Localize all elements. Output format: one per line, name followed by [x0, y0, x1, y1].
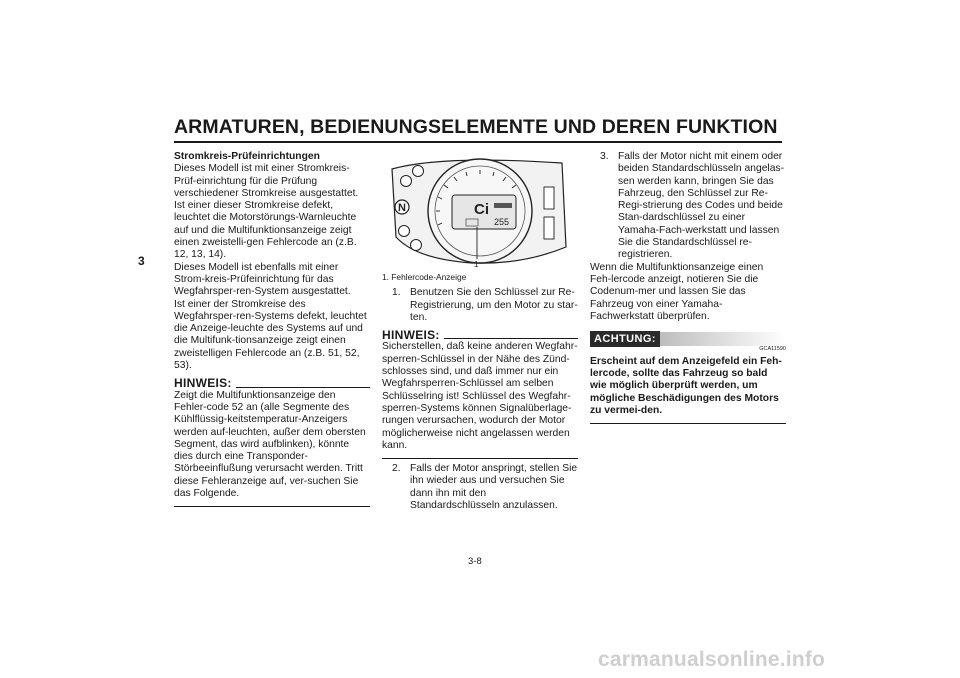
watermark: carmanualsonline.info [598, 648, 826, 671]
caution-header [590, 331, 786, 347]
caution-label: ACHTUNG: [590, 331, 660, 347]
numbered-step [382, 287, 578, 324]
paragraph: Wenn die Multifunktionsanzeige einen Feh-lercode anzeigt, notieren Sie die Codenum-mer und lassen Sie das Fahrzeug von einer Yamaha-Fachwerkstatt überprüfen. [590, 261, 764, 322]
step-text: Falls der Motor nicht mit einem oder beiden Standardschlüsseln angelas-sen werden kann, bringen Sie das Fahrzeug, den Schlüssel zur Re-Regi-strierung des Codes und beide Stan-dardschlüssel zu einer Yamaha-Fach-werkstatt und lassen Sie die Standardschlüssel re-registrieren. [618, 151, 785, 261]
paragraph: Ist einer dieser Stromkreise defekt, leuchtet die Motorstörungs-Warnleuchte auf und die Multifunktionsanzeige zeigt einen zweistelli-gen Fehlercode an (z.B. 12, 13, 14). [174, 200, 357, 261]
note-rule [236, 387, 370, 388]
column-right [590, 151, 786, 424]
odometer-value: 255 [494, 217, 510, 227]
page-number: 3-8 [468, 556, 482, 567]
note-text: Zeigt die Multifunktionsanzeige den Fehler-code 52 an (alle Segmente des Kühlflüssig-keitstemperatur-Anzeigers werden auf-leuchten, außer dem obersten Segment, das wird aufblinken), könnte dies durch eine Transponder-Störbeeinflußung verursacht werden. Tritt diese Fehleranzeige auf, ver-suchen Sie das Folgende. [174, 389, 366, 500]
section-heading: Stromkreis-Prüfeinrichtungen [174, 151, 320, 162]
note-rule [444, 338, 578, 339]
column-middle [382, 151, 578, 512]
code-digit-display: Ci [474, 201, 489, 218]
instrument-cluster-drawing [382, 151, 578, 271]
callout-number: 1 [474, 260, 479, 269]
numbered-step [590, 151, 786, 262]
step-text: Benutzen Sie den Schlüssel zur Re-Registrierung, um den Motor zu star-ten. [410, 287, 578, 323]
chapter-tab: 3 [138, 254, 145, 268]
caution-end-rule [590, 423, 786, 424]
note-end-rule [174, 506, 370, 507]
caution-code: GCA11590 [759, 346, 786, 353]
note-label: HINWEIS: [174, 376, 232, 391]
step-number: 1. [392, 287, 401, 299]
paragraph: Ist einer der Stromkreise des Wegfahrsper-ren-Systems defekt, leuchtet die Anzeige-leuchte des Systems auf und die Multifunk-tionsanzeige zeigt einen zweistelligen Fehlercode an (z.B. 51, 52, 53). [174, 298, 367, 372]
caution-text: Erscheint auf dem Anzeigefeld ein Feh-lercode, sollte das Fahrzeug so bald wie möglich überprüft werden, um mögliche Beschädigungen des Motors zu vermei-den. [590, 355, 782, 416]
dashboard-illustration [382, 151, 578, 271]
column-left [174, 151, 370, 507]
note-label: HINWEIS: [382, 328, 440, 343]
step-number: 3. [600, 151, 609, 162]
note-end-rule [382, 458, 578, 459]
paragraph: Dieses Modell ist mit einer Stromkreis-Prüf-einrichtung für die Prüfung verschiedener Stromkreise ausgestattet. [174, 163, 359, 199]
neutral-indicator-icon: N [398, 202, 406, 214]
page-title: ARMATUREN, BEDIENUNGSELEMENTE UND DEREN FUNKTION [174, 116, 778, 138]
note-header [174, 377, 370, 389]
title-rule [174, 141, 782, 143]
figure-caption: 1. Fehlercode-Anzeige [382, 272, 467, 282]
numbered-step [382, 463, 578, 512]
step-number: 2. [392, 463, 401, 475]
paragraph: Dieses Modell ist ebenfalls mit einer Strom-kreis-Prüfeinrichtung für das Wegfahrsper-ren-System ausgestattet. [174, 261, 351, 298]
step-text: Falls der Motor anspringt, stellen Sie ihn wieder aus und versuchen Sie dann ihn mit den Standardschlüsseln anzulassen. [410, 463, 578, 512]
note-header [382, 329, 578, 341]
note-text: Sicherstellen, daß keine anderen Wegfahr-sperren-Schlüssel in der Nähe des Zünd-schlosses sind, und daß immer nur ein Wegfahrsperren-Schlüssel am selben Schlüsselring ist! Schlüssel des Wegfahr-sperren-Systems können Signalüberlage-rungen verursachen, wodurch der Motor möglicherweise nicht angelassen werden kann. [382, 341, 578, 451]
